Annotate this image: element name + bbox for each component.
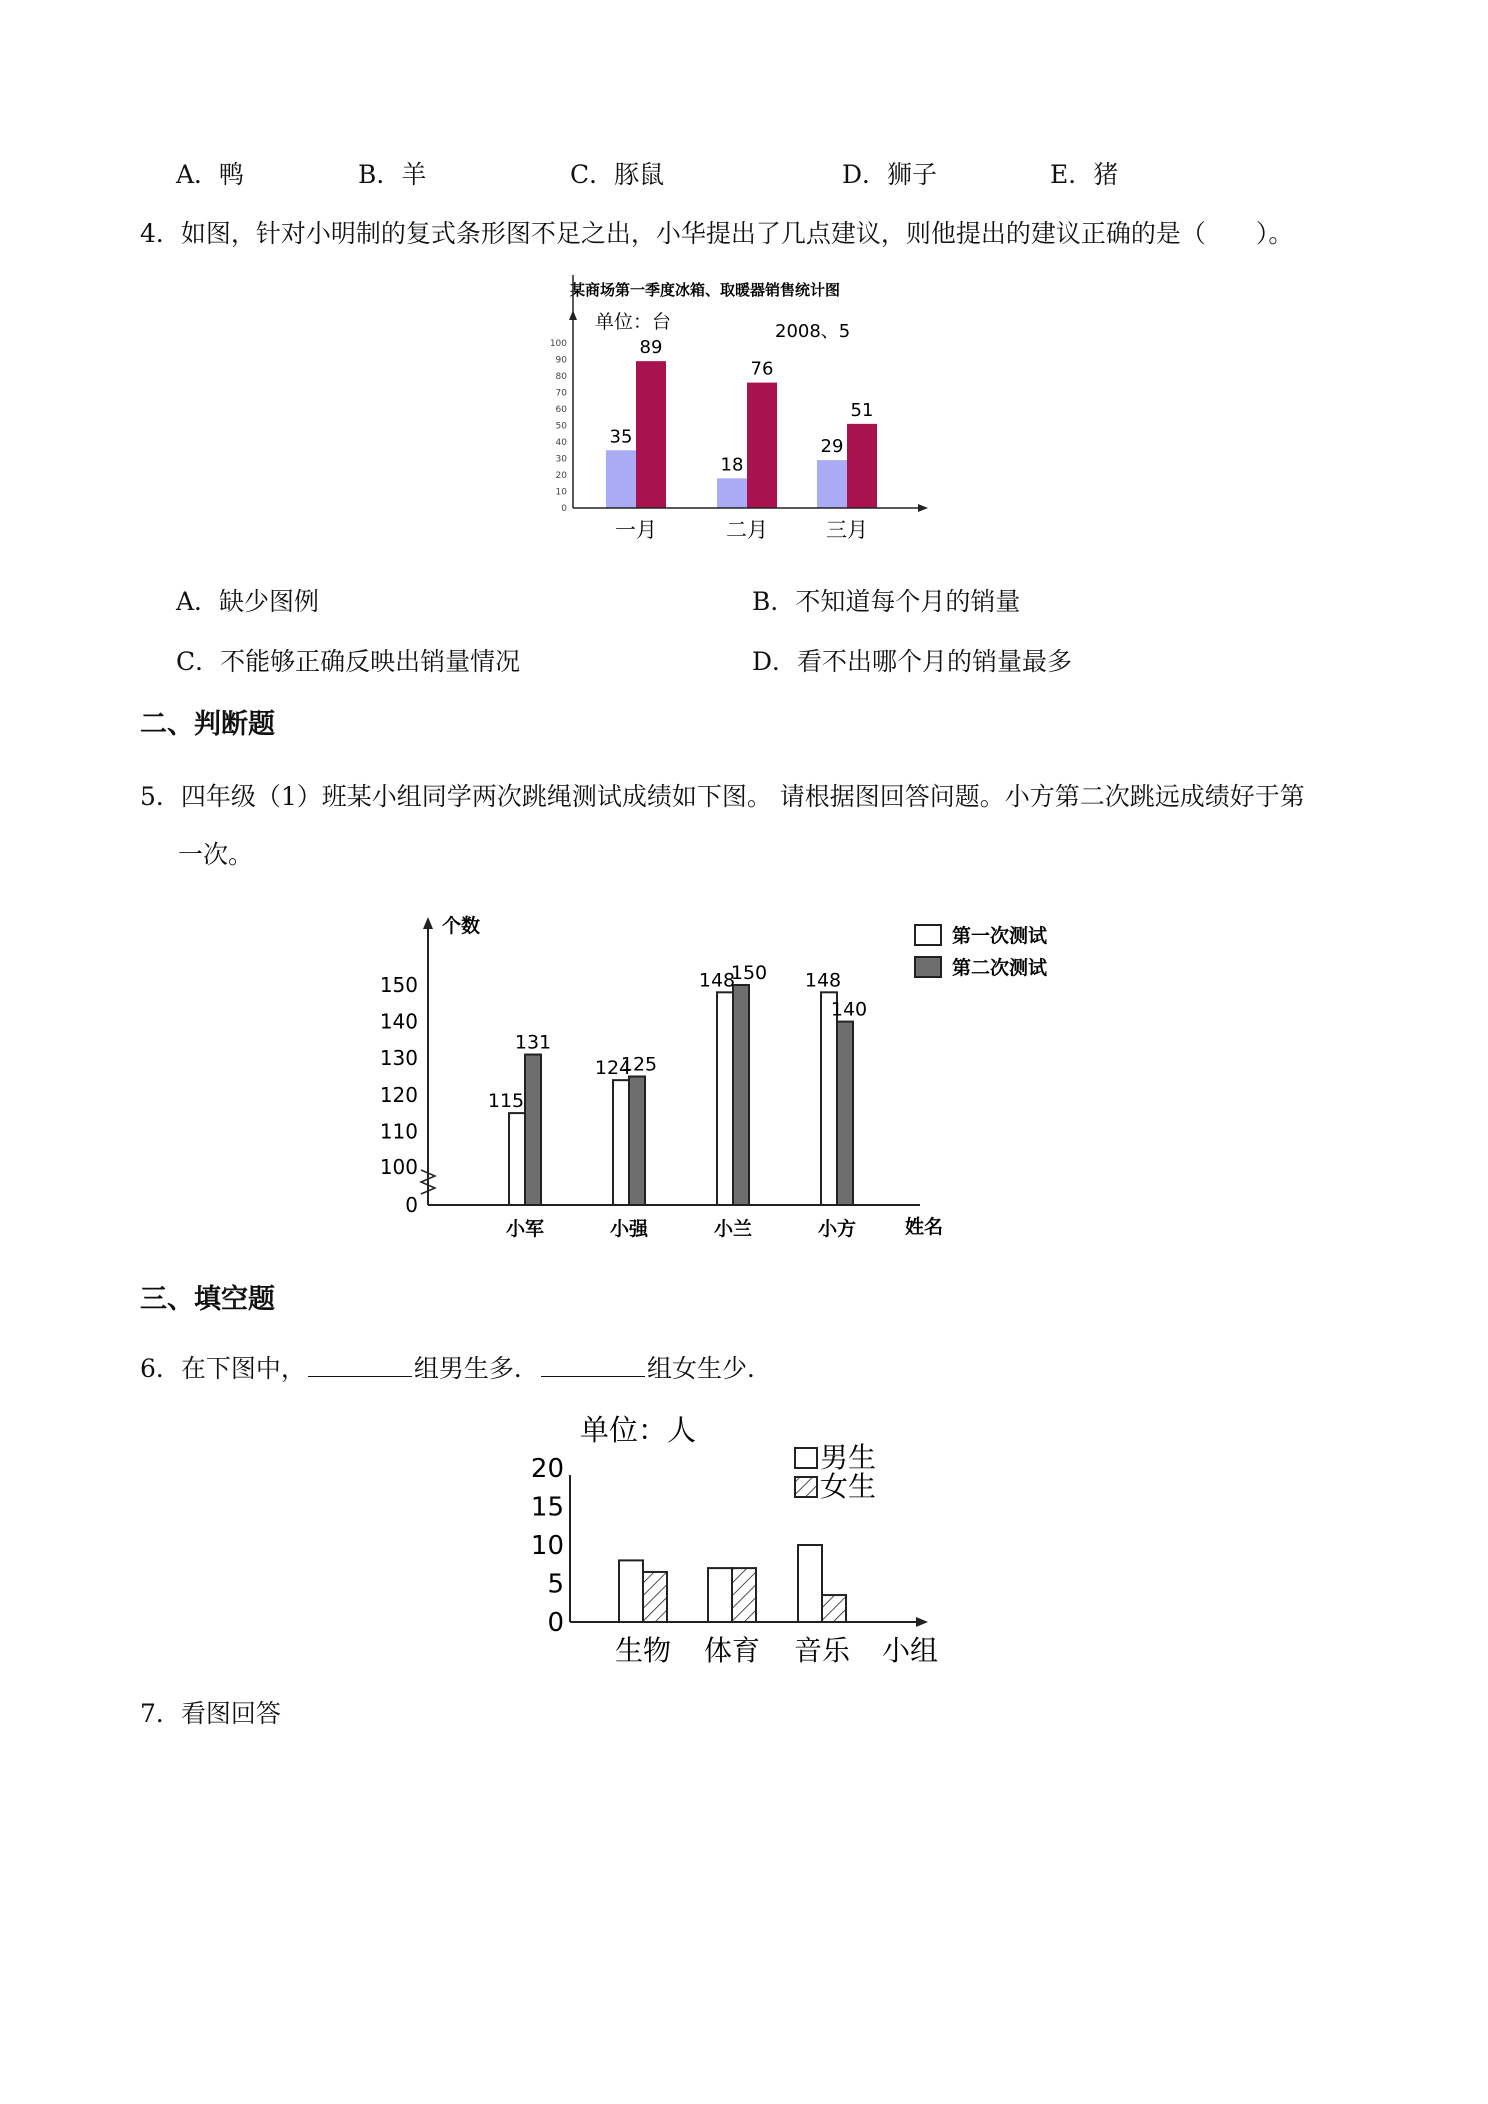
chart1-y-tick-label: 50 xyxy=(555,421,567,432)
q4-option-a: A．缺少图例 xyxy=(176,587,320,616)
chart3-bar xyxy=(619,1560,643,1622)
question-5-line2: 一次。 xyxy=(178,840,254,869)
chart3-y-tick-label: 20 xyxy=(530,1454,564,1484)
chart1-bar xyxy=(717,478,747,508)
chart3-y-tick-label: 5 xyxy=(547,1569,564,1600)
chart3-y-tick-label: 15 xyxy=(530,1492,564,1523)
chart3-category-label: 生物 xyxy=(614,1634,672,1667)
chart3-bar xyxy=(643,1572,667,1622)
chart2-bar xyxy=(509,1113,525,1205)
chart-groups xyxy=(520,1400,960,1670)
chart2-y-tick-label: 120 xyxy=(379,1082,418,1107)
chart2-y-tick-label: 140 xyxy=(379,1009,418,1034)
q3-option-b: B．羊 xyxy=(358,160,427,189)
question-7-text: 7．看图回答 xyxy=(140,1699,281,1728)
chart1-bar xyxy=(636,361,666,508)
chart1-y-tick-label: 0 xyxy=(561,504,567,514)
chart1-data-label: 51 xyxy=(850,399,874,421)
question-6-suffix: 组女生少． xyxy=(646,1354,772,1383)
chart2-legend-label-1: 第一次测试 xyxy=(952,925,1048,947)
chart1-data-label: 89 xyxy=(639,337,663,359)
chart2-bar xyxy=(525,1055,541,1205)
chart1-title: 某商场第一季度冰箱、取暖器销售统计图 xyxy=(569,281,841,299)
chart3-category-label: 体育 xyxy=(703,1634,761,1667)
question-5-line1: 5．四年级（1）班某小组同学两次跳绳测试成绩如下图。 请根据图回答问题。小方第二次跳远成绩好于第 xyxy=(140,782,1305,811)
chart2-category-label: 小强 xyxy=(609,1218,649,1240)
chart2-legend-label-2: 第二次测试 xyxy=(952,957,1048,979)
q3-option-d: D．狮子 xyxy=(842,160,938,189)
chart1-data-label: 35 xyxy=(609,426,633,448)
chart1-y-tick-label: 100 xyxy=(549,339,567,349)
chart2-bar xyxy=(613,1080,629,1205)
chart1-category-label: 一月 xyxy=(615,518,657,542)
chart2-data-label: 148 xyxy=(804,969,842,992)
chart2-y-tick-label: 150 xyxy=(379,973,418,997)
chart1-y-arrow xyxy=(569,310,577,320)
chart2-category-label: 小方 xyxy=(817,1218,857,1240)
chart1-bar xyxy=(747,383,777,508)
chart2-data-label: 131 xyxy=(514,1031,552,1054)
chart3-legend-label-girls: 女生 xyxy=(820,1470,877,1503)
chart1-y-tick-label: 80 xyxy=(555,372,567,382)
chart2-y-tick-label: 130 xyxy=(379,1046,418,1071)
chart2-data-label: 115 xyxy=(487,1090,525,1113)
q4-option-b: B．不知道每个月的销量 xyxy=(752,587,1021,616)
answer-blank-1[interactable] xyxy=(308,1354,412,1377)
q3-option-a: A．鸭 xyxy=(176,160,245,189)
chart2-bar xyxy=(837,1022,853,1205)
chart3-bar xyxy=(708,1568,732,1622)
chart2-data-label: 140 xyxy=(830,998,868,1021)
chart2-data-label: 148 xyxy=(698,969,736,992)
chart1-bar xyxy=(817,460,847,508)
chart2-legend-swatch-2 xyxy=(915,957,941,977)
chart2-bar xyxy=(733,985,749,1205)
chart2-data-label: 125 xyxy=(620,1053,658,1076)
chart1-unit: 单位：台 xyxy=(595,311,672,333)
chart3-legend-swatch-boys xyxy=(795,1448,817,1468)
chart2-data-label: 124 xyxy=(594,1057,632,1080)
chart3-bar xyxy=(732,1568,756,1622)
chart1-y-tick-label: 60 xyxy=(555,405,567,415)
question-6-text xyxy=(140,1349,772,1385)
chart1-data-label: 18 xyxy=(720,454,744,476)
chart1-x-arrow xyxy=(918,504,928,512)
chart2-bar xyxy=(821,992,837,1205)
chart1-data-label: 76 xyxy=(750,358,774,380)
q4-option-c: C．不能够正确反映出销量情况 xyxy=(176,647,521,676)
chart3-bar xyxy=(822,1595,846,1622)
answer-blank-2[interactable] xyxy=(541,1354,645,1377)
chart3-x-arrow xyxy=(916,1617,928,1627)
chart3-bar xyxy=(798,1545,822,1622)
chart-sales xyxy=(540,275,940,555)
chart1-bar xyxy=(606,450,636,508)
chart2-category-label: 小兰 xyxy=(713,1218,753,1240)
section-3-heading: 三、填空题 xyxy=(140,1284,275,1315)
chart1-y-tick-label: 90 xyxy=(555,355,567,366)
chart3-legend-swatch-girls xyxy=(795,1477,817,1497)
chart2-bar xyxy=(629,1077,645,1206)
chart1-date: 2008、5 xyxy=(775,321,851,342)
chart1-y-tick-label: 40 xyxy=(555,438,567,448)
chart3-unit: 单位：人 xyxy=(580,1413,697,1447)
chart-jumprope xyxy=(379,905,1048,1250)
chart2-category-label: 小军 xyxy=(505,1218,545,1240)
q3-option-e: E．猪 xyxy=(1050,160,1119,189)
chart1-bar xyxy=(847,424,877,508)
chart2-y-label: 个数 xyxy=(442,915,481,937)
q4-option-d: D．看不出哪个月的销量最多 xyxy=(752,647,1073,676)
chart2-y-tick-label: 110 xyxy=(379,1119,418,1144)
chart1-y-tick-label: 20 xyxy=(555,471,567,481)
chart1-y-tick-label: 10 xyxy=(555,487,567,498)
chart3-x-label: 小组 xyxy=(882,1634,939,1667)
chart2-y-arrow xyxy=(423,917,433,929)
chart2-y-tick-label: 0 xyxy=(405,1193,418,1217)
chart3-y-tick-label: 10 xyxy=(530,1531,564,1561)
chart1-y-tick-label: 70 xyxy=(555,388,567,399)
chart2-data-label: 150 xyxy=(730,962,768,984)
chart1-category-label: 二月 xyxy=(726,518,768,542)
question-6-mid: 组男生多． xyxy=(413,1354,539,1383)
chart2-legend-swatch-1 xyxy=(915,925,941,945)
chart1-data-label: 29 xyxy=(820,436,844,458)
chart1-y-tick-label: 30 xyxy=(555,454,567,465)
chart3-legend-label-boys: 男生 xyxy=(820,1441,877,1474)
chart3-category-label: 音乐 xyxy=(793,1634,851,1667)
chart2-bar xyxy=(717,992,733,1205)
chart3-y-tick-label: 0 xyxy=(547,1608,564,1638)
chart2-x-label: 姓名 xyxy=(905,1216,944,1238)
q3-option-c: C．豚鼠 xyxy=(570,160,665,189)
question-6-prefix: 6．在下图中， xyxy=(140,1354,306,1383)
section-2-heading: 二、判断题 xyxy=(140,709,275,740)
question-4-text: 4．如图，针对小明制的复式条形图不足之出，小华提出了几点建议，则他提出的建议正确的是（ ）。 xyxy=(140,219,1294,248)
chart2-y-tick-label: 100 xyxy=(379,1155,418,1179)
chart1-category-label: 三月 xyxy=(826,518,868,542)
